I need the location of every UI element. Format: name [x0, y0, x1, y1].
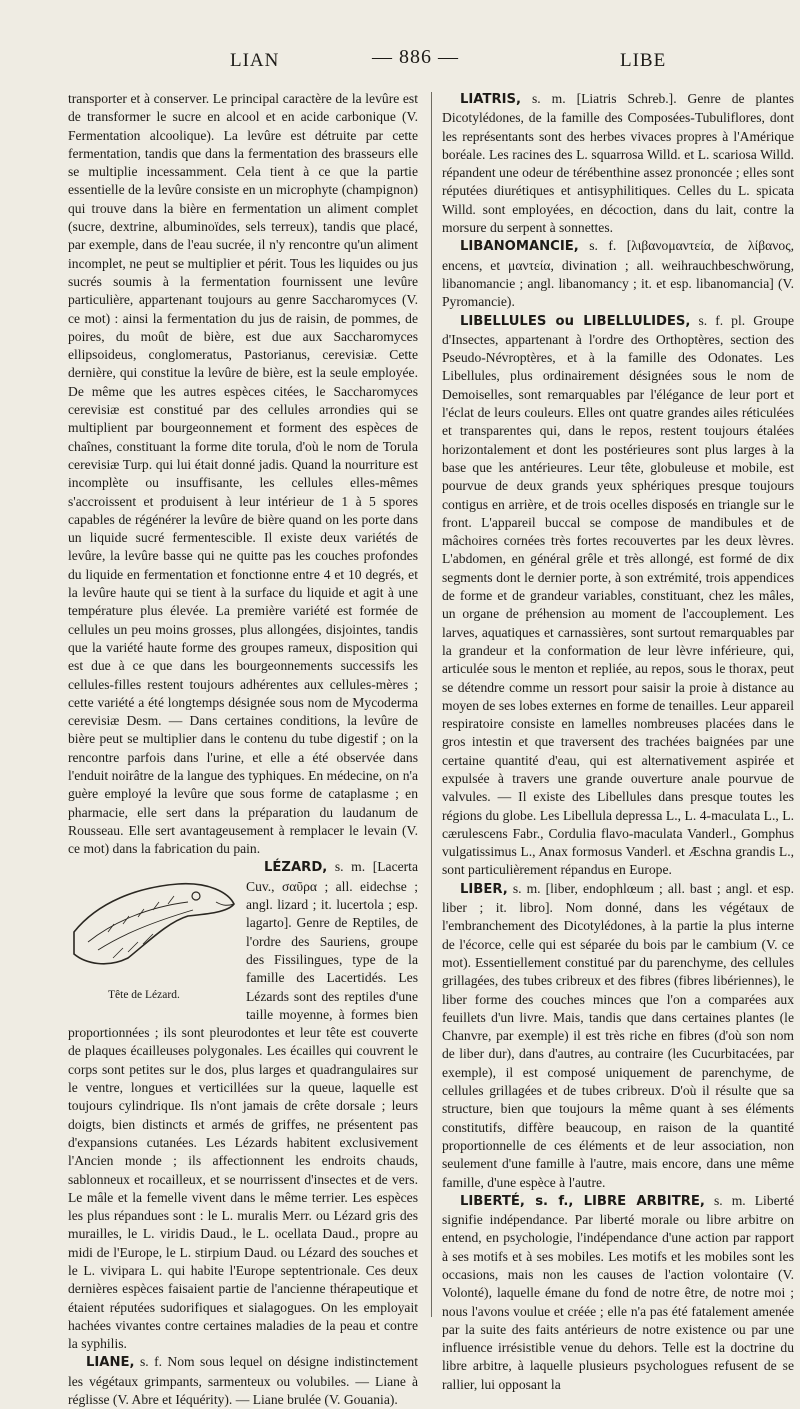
left-column — [68, 90, 418, 1408]
headword-libanomancie: LIBANOMANCIE, — [460, 239, 579, 255]
headword-liane: LIANE, — [86, 1355, 135, 1371]
definition-liane: s. f. Nom sous lequel on désigne indistinctement les végétaux grimpants, sarmenteux ou volubiles. — Liane à réglisse (V. Abre et Iéquérity). — Liane brulée (V. Gouania). — [68, 1354, 418, 1408]
definition-text-lezard: s. m. [Lacerta Cuv., σαῦρα ; all. eidechse ; angl. lizard ; it. lucertola ; esp. lagarto]. Genre de Reptiles, de l'ordre des Sauriens, groupe des Fissilingues, type de la famille des Lacertidés. Les Lézards sont des reptiles d'une taille moyenne, à formes bien proportionnées ; ils sont pleurodontes et leur tête est couverte de plaques écailleuses polygonales. Les écailles qui couvrent le corps sont petites sur le dos, plus larges et quadrangulaires sur le ventre, longues et verticillées sur la queue, laquelle est toujours cylindrique. Ils n'ont jamais de crête dorsale ; leurs doigts, bien distincts et armés de griffes, ne présentent pas d'expansions cutanées. Les Lézards habitent exclusivement l'Ancien monde ; ils affectionnent les endroits chauds, sablonneux et rocailleux, et se nourrissent d'insectes et de vers. Le mâle et la femelle vivent dans le même terrier. Les espèces les plus répandues sont : le L. muralis Merr. ou Lézard gris des murailles, le L. viridis Daud., le L. ocellata Daud., propre au midi de l'Europe, le L. stirpium Daud. ou Lézard des souches et le L. vivipara L. qui habite l'Europe septentrionale. Ces deux dernières espèces faisaient partie de l'ancienne thérapeutique et étaient réputées sudorifiques et sialagogues. On les employait hachées vivantes contre certaines maladies de la peau et contre la syphilis. — [68, 859, 418, 1352]
column-divider — [431, 92, 432, 1317]
entry-lezard — [68, 858, 418, 1353]
lizard-head-illustration — [68, 862, 238, 982]
entry-libellules — [442, 312, 794, 880]
headword-liatris: LIATRIS, — [460, 92, 522, 107]
definition-liber: s. m. [liber, endophlœum ; all. bast ; angl. et esp. liber ; it. libro]. Nom donné, dans les végétaux de l'embranchement des Dicotylédones, à la partie la plus interne de l'écorce, celle qui est séparée du bois par le cambium (V. ce mot). Essentiellement constitué par du parenchyme, des cellules grillagées, des tubes cribreux et des fibres (fibres libériennes), le liber forme des couches minces que l'on a comparées aux feuillets d'un livre. Mais, tandis que dans certaines plantes (le Chanvre, par exemple) il est très riche en fibres (d'où son nom de liber dur), dans d'autres, au contraire (les Cucurbitacées, par exemple), il est composé uniquement de parenchyme, de cellules grillagées et de tubes cribreux. D'où il résulte que sa structure, bien que toujours la même quant à ses éléments constitutifs, diffère beaucoup, en raison de la quantité proportionnelle de ces éléments et de leur association, non seulement d'une famille à l'autre, mais encore, dans une même famille, d'une espèce à l'autre. — [442, 880, 794, 1190]
lizard-head-figure — [68, 862, 238, 1010]
entry-liber — [442, 880, 794, 1192]
entry-liberte — [442, 1192, 794, 1394]
header-right-guideword: LIBE — [620, 50, 667, 71]
header-left-guideword: LIAN — [230, 50, 280, 71]
headword-libellules: LIBELLULES ou LIBELLULIDES, — [460, 313, 691, 329]
figure-caption: Tête de Lézard. — [108, 989, 180, 1002]
entry-levure-continuation: transporter et à conserver. Le principal caractère de la levûre est de transformer le sucre en alcool et en acide carbonique (V. Fermentation alcoolique). La levûre est détruite par cette fermentation, tandis que dans la fermentation des brasseurs elle se multiplie incessamment. Cela tient à ce que la partie essentielle de la levûre consiste en un microphyte (champignon) qui trouve dans la bière en fermentation un aliment complet (sucre, dextrine, albuminoïdes, sels terreux), tandis que placé, par exemple, dans de l'eau sucrée, il n'y rencontre qu'un aliment incomplet, ne peut se multiplier et périt. Tous les liquides ou jus sucrés soumis à la fermentation fournissent une levûre particulière, appartenant toujours au genre Saccharomyces (V. ce mot) : ainsi la fermentation du jus de raisin, de pommes, de poires, du moût de bière, est due aux Saccharomyces ellipsoideus, conglomeratus, Pastorianus, cerevisiæ. Cette dernière, qui constitue la levûre de bière, est la seule employée. De même que les autres espèces citées, le Saccharomyces cerevisiæ est constitué par des cellules arrondies qui se multiplient par bourgeonnement et forment des espèces de chaînes, constituant la forme dite torula, d'où le nom de Torula cerevisiæ Turp. qui lui était donné jadis. Quand la nourriture est incomplète ou insuffisante, les cellules elles-mêmes s'accroissent et produisent à leur intérieur de 1 à 5 spores capables de régénérer la levûre de bière quand on les porte dans un liquide sucré fermentescible. Il existe deux variétés de levûre, la levûre basse qui ne quitte pas les couches profondes du liquide en fermentation et fonctionne entre 4 et 10 degrés, et la levûre haute qui se tient à la surface du liquide et agit à une température plus élevée. La première variété est formée de cellules un peu moins grosses, plus allongées, disjointes, tandis que la variété haute forme des groupes rameux, disposition qui est due à ce que dans les bourgeonnements successifs les cellules-filles restent toujours adhérentes aux cellules-mères ; cette variété a été longtemps désignée sous nom de Mycoderma cerevisiæ Desm. — Dans certaines conditions, la levûre de bière peut se multiplier dans le contenu du tube digestif ; on la rencontre parfois dans l'urine, et elle a été observée dans l'enduit noirâtre de la langue des typhiques. En médecine, on n'a guère employé la levûre que sous forme de cataplasme ; en pharmacie, elle sert dans la préparation du laudanum de Rousseau. Elle sert avantageusement à remplacer le levain (V. ce mot) dans la fabrication du pain. — [68, 91, 418, 857]
page-number: — 886 — — [372, 46, 459, 68]
definition-liatris: s. m. [Liatris Schreb.]. Genre de plantes Dicotylédones, de la famille des Composées-Tubuliflores, dont les représentants sont des herbes vivaces propres à l'Amérique boréale. Les racines des L. squarrosa Willd. et L. scariosa Willd. répandent une odeur de térébenthine assez prononcée ; elles sont réputées diurétiques et antisyphilitiques. Celles du L. spicata Willd. sont employées, en décoction, dans du lait, contre la morsure du serpent à sonnettes. — [442, 91, 794, 236]
definition-liberte: s. m. Liberté signifie indépendance. Par liberté morale ou libre arbitre on entend, en psychologie, l'indépendance d'une action par rapport à ses motifs et à ses mobiles. Les motifs et les mobiles sont les occasions, mais non les causes de l'action volontaire (V. Volonté), laquelle émane du fond de notre être, de notre moi ; nous l'avons voulue et créée ; elle n'a pas été fatalement amenée par la suite des faits antérieurs de notre existence ou par une influence irrésistible venue du dehors. Telle est la doctrine du libre arbitre, à laquelle plusieurs psychologues refusent de se rallier, lui opposant la — [442, 1192, 795, 1392]
entry-libanomancie — [442, 237, 794, 311]
definition-lezard — [68, 859, 418, 1351]
headword-lezard: LÉZARD, — [264, 860, 328, 876]
headword-liberte: LIBERTÉ, s. f., LIBRE ARBITRE, — [460, 1193, 705, 1209]
entry-liatris — [442, 90, 794, 237]
entry-liane — [68, 1353, 418, 1409]
headword-liber: LIBER, — [460, 881, 508, 897]
definition-libanomancie: s. f. [λιβανομαντεία, de λίβανος, encens, et μαντεία, divination ; all. weihrauchbeschwörung, libanomancie ; angl. libanomancy ; it. et esp. libanomancia] (V. Pyromancie). — [442, 238, 794, 310]
page-header — [0, 44, 800, 74]
right-column — [442, 90, 795, 1392]
definition-libellules: s. f. pl. Groupe d'Insectes, appartenant à l'ordre des Orthoptères, section des Pseudo-Névroptères, et à la famille des Odonates. Les Libellules, plus ordinairement désignées sous le nom de Demoiselles, sont remarquables par l'élégance de leur port et l'éclat de leurs couleurs. Elles ont quatre grandes ailes réticulées et transparentes qui, dans le repos, restent toujours étalées horizontalement et dont les postérieures sont plus larges à la base que les antérieures. Leur tête, globuleuse et mobile, est pourvue de deux grands yeux sphériques presque toujours contigus en arrière, et de trois ocelles disposés en triangle sur le front. L'appareil buccal se compose de mandibules et de mâchoires cornées très fortes recouvertes par les deux lèvres. L'abdomen, en général grêle et très allongé, est formé de dix segments dont le dernier porte, à son extrémité, trois appendices de forme et de grandeur variables, constituant, chez les mâles, un organe de préhension au moment de l'accouplement. Les larves, aquatiques et carnassières, sont surtout remarquables par la grandeur et la conformation de leur lèvre inférieure, qui, articulée sous le menton et repliée, au repos, sous le thorax, peut se détendre comme un ressort pour saisir la proie à distance au moyen de ses lobes externes en forme de tenailles. Leur appareil respiratoire consiste en lamelles nombreuses placées dans le gros intestin et que traversent des trachées baignées par une certaine quantité d'eau, qui est alternativement aspirée et expulsée à travers une grande ouverture anale pourvue de valvules. — Il existe des Libellules dans presque toutes les régions du globe. Les Libellula depressa L., L. 4-maculata L., L. cærulescens Fabr., Cordulia flavo-maculata Vanderl., Gomphus vulgatissimus L., Anax formosus Vanderl. et Æschna grandis L., sont particulièrement répandus en Europe. — [442, 312, 794, 878]
